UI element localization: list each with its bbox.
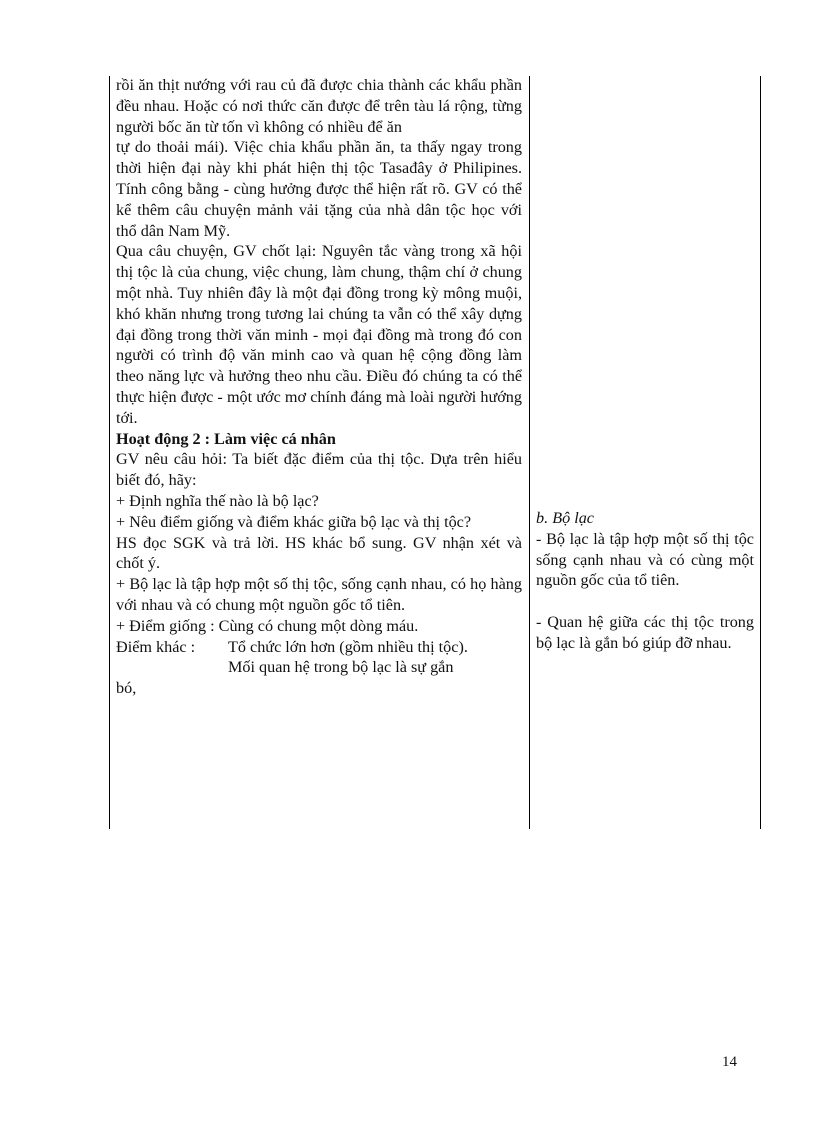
section-heading-bo-lac: b. Bộ lạc <box>536 509 594 527</box>
story-paragraph-part2: tự do thoải mái). Việc chia khẩu phần ăn, ta thấy ngay trong thời hiện đại này khi phát hiện thị tộc Tasađây ở Philipines. Tính công bằng - cùng hưởng được thể hiện rất rõ. GV có thể kể thêm câu chuyện mảnh vải tặng của nhà dân tộc học với thổ dân Nam Mỹ. <box>116 138 522 240</box>
content-column <box>536 508 754 654</box>
answer-item-1: + Bộ lạc là tập hợp một số thị tộc, sống cạnh nhau, có họ hàng với nhau và có chung một nguồn gốc tổ tiên. <box>116 575 522 614</box>
content-point-1: - Bộ lạc là tập hợp một số thị tộc sống cạnh nhau và có cùng một nguồn gốc của tổ tiên. <box>536 529 754 590</box>
activity-2-heading: Hoạt động 2 : Làm việc cá nhân <box>116 429 336 448</box>
table-column-divider <box>529 76 530 829</box>
content-point-2: - Quan hệ giữa các thị tộc trong bộ lạc là gắn bó giúp đỡ nhau. <box>536 612 754 652</box>
teacher-question: GV nêu câu hỏi: Ta biết đặc điểm của thị tộc. Dựa trên hiểu biết đó, hãy: <box>116 450 522 490</box>
difference-row <box>116 637 522 658</box>
difference-point-2-continued: bó, <box>116 679 137 698</box>
difference-label: Điểm khác : <box>116 637 196 656</box>
question-item-2: + Nêu điểm giống và điểm khác giữa bộ lạc và thị tộc? <box>116 512 472 531</box>
page-number: 14 <box>722 1054 737 1070</box>
answer-item-2: + Điểm giống : Cùng có chung một dòng máu. <box>116 616 419 635</box>
teacher-conclusion-paragraph: Qua câu chuyện, GV chốt lại: Nguyên tắc vàng trong xã hội thị tộc là của chung, việc chung, làm chung, thậm chí ở chung một nhà. Tuy nhiên đây là một đại đồng trong kỳ mông muội, khó khăn nhưng trong tương lai chúng ta vẫn có thể xây dựng đại đồng trong thời văn minh - mọi đại đồng mà trong đó con người có trình độ văn minh cao và quan hệ cộng đồng làm theo năng lực và hưởng theo nhu cầu. Điều đó chúng ta có thể thực hiện được - một ước mơ chính đáng mà loài người hướng tới. <box>116 242 522 427</box>
activities-column <box>116 75 522 699</box>
question-item-1: + Định nghĩa thế nào là bộ lạc? <box>116 491 319 510</box>
story-paragraph-part1: rồi ăn thịt nướng với rau củ đã được chia thành các khẩu phần đều nhau. Hoặc có nơi thức căn được để trên tàu lá rộng, từng người bốc ăn từ tốn vì không có nhiều để ăn <box>116 76 522 136</box>
student-answer-note: HS đọc SGK và trả lời. HS khác bổ sung. GV nhận xét và chốt ý. <box>116 533 522 573</box>
table-left-border <box>109 76 110 829</box>
difference-point-2: Mối quan hệ trong bộ lạc là sự gắn <box>228 658 454 677</box>
table-right-border <box>760 76 761 829</box>
spacer <box>536 591 754 612</box>
difference-point-1: Tổ chức lớn hơn (gồm nhiều thị tộc). <box>228 637 468 656</box>
